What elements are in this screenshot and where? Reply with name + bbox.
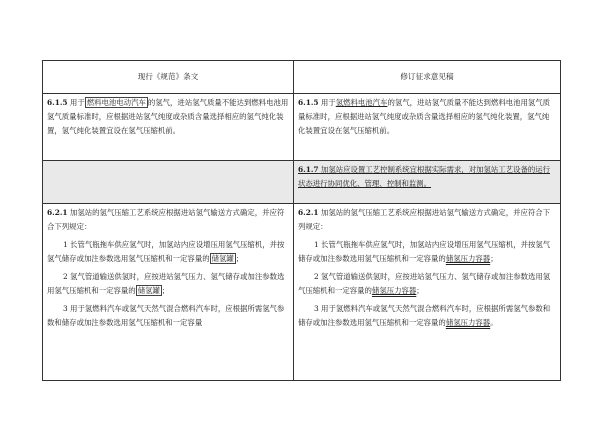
table-row: [43, 94, 561, 161]
clause-number: 6.2.1: [47, 208, 68, 217]
punctuation: 。: [490, 318, 498, 327]
boxed-term: 燃料电池电动汽车: [86, 98, 146, 107]
clause-text: 用于: [318, 98, 336, 107]
punctuation: ；: [161, 286, 170, 295]
revised-term: 储氢压力容器: [445, 318, 491, 327]
boxed-term: 储氢罐: [211, 254, 234, 263]
clause-number: 6.1.5: [298, 98, 319, 107]
clause-number: 6.1.7: [298, 165, 319, 174]
clause-text: 的氢气，进站氢气质量不能达到燃料电池用氢气质量标准时，应根据进站氢气纯度或杂质含量选择相应的氢气纯化装置，氢气纯化装置宜设在氢气压缩机前。: [47, 98, 289, 135]
cell-current-6-1-5: [43, 94, 294, 161]
list-item: 2 氢气管道输送供氢时，应按进站氢气压力、氢气储存或加注参数选用氢气压缩机和一定容量的: [47, 272, 285, 295]
clause-number: 6.2.1: [298, 208, 319, 217]
header-row: [43, 61, 561, 94]
cell-current-empty: [43, 161, 294, 204]
comparison-sheet: [42, 60, 560, 381]
list-item: 1 长管气瓶拖车供应氢气时，加氢站内应设增压用氢气压缩机，并按氢气储存或加注参数选用氢气压缩机和一定容量的: [47, 240, 285, 263]
revised-term: 储氢压力容器: [371, 286, 417, 295]
header-current: 现行《规范》条文: [43, 61, 294, 94]
cell-revision-6-1-5: [294, 94, 561, 161]
list-item: 3 用于氢燃料汽车或氢气天然气混合燃料汽车时，应根据所需氢气参数和储存或加注参数选用氢气压缩机和一定容量: [47, 304, 285, 327]
table-row: [43, 161, 561, 204]
punctuation: ；: [490, 254, 498, 263]
clause-number: 6.1.5: [47, 98, 68, 107]
revised-term: 氢燃料电池汽车: [335, 98, 388, 107]
header-revision: 修订征求意见稿: [294, 61, 561, 94]
cell-revision-6-1-7: [294, 161, 561, 204]
boxed-term: 储氢罐: [137, 286, 160, 295]
clause-text: 的氢气，进站氢气质量不能达到燃料电池用氢气质量标准时，应根据进站氢气纯度或杂质含量选择相应的氢气纯化装置，氢气纯化装置宜设在氢气压缩机前。: [298, 98, 551, 135]
list-item: 3 用于氢燃料汽车或氢气天然气混合燃料汽车时，应根据所需氢气参数和储存或加注参数选用氢气压缩机和一定容量的: [298, 304, 551, 327]
comparison-table: [42, 60, 561, 381]
punctuation: ；: [416, 286, 424, 295]
revised-term: 储氢压力容器: [445, 254, 491, 263]
list-item: 1 长管气瓶拖车供应氢气时，加氢站内应设增压用氢气压缩机，并按氢气储存或加注参数选用氢气压缩机和一定容量的: [298, 240, 551, 263]
clause-text: 用于: [67, 98, 85, 107]
punctuation: ；: [235, 254, 244, 263]
cell-current-6-2-1: [43, 204, 294, 381]
list-item: 2 氢气管道输送供氢时，应按进站氢气压力、氢气储存或加注参数选用氢气压缩机和一定容量的: [298, 272, 551, 295]
clause-text: 加氢站的氢气压缩工艺系统应根据进站氢气输送方式确定，并应符合下列规定：: [298, 208, 551, 231]
clause-text: 加氢站的氢气压缩工艺系统应根据进站氢气输送方式确定，并应符合下列规定：: [47, 208, 285, 231]
clause-text: 加氢站应设置工艺控制系统宜根据实际需求，对加氢站工艺设备的运行状态进行协同优化、管理、控制和监测。: [298, 165, 551, 188]
table-row: [43, 204, 561, 381]
cell-revision-6-2-1: [294, 204, 561, 381]
